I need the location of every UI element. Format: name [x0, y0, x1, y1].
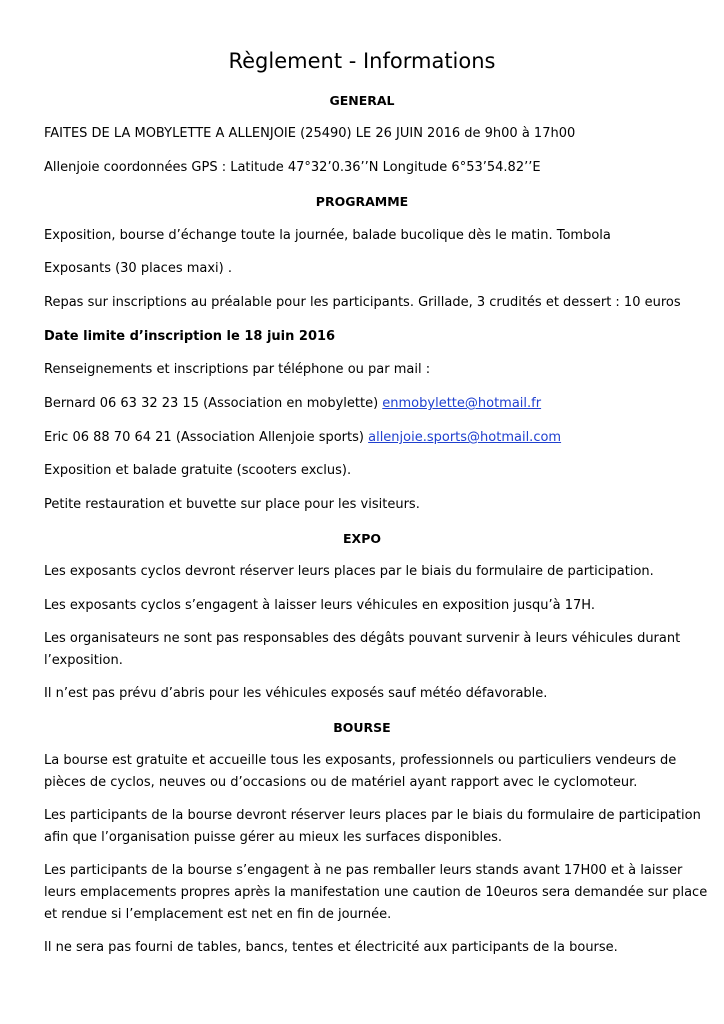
expo-paragraph-3-line-1: Les organisateurs ne sont pas responsables des dégâts pouvant survenir à leurs véhicules durant: [44, 631, 681, 646]
programme-food-line: Petite restauration et buvette sur place pour les visiteurs.: [44, 497, 420, 512]
expo-paragraph-3-line-2: l’exposition.: [44, 653, 123, 668]
section-heading-expo: EXPO: [343, 531, 381, 546]
contact-intro: Renseignements et inscriptions par téléphone ou par mail :: [44, 362, 431, 377]
bourse-paragraph-3-line-3: et rendue si l’emplacement est net en fin de journée.: [44, 907, 392, 922]
programme-meal-line: Repas sur inscriptions au préalable pour les participants. Grillade, 3 crudités et dessert : 10 euros: [44, 295, 681, 310]
section-heading-general: GENERAL: [329, 93, 395, 108]
bourse-paragraph-2-line-2: afin que l’organisation puisse gérer au mieux les surfaces disponibles.: [44, 830, 502, 845]
bourse-paragraph-3-line-1: Les participants de la bourse s’engagent à ne pas remballer leurs stands avant 17H00 et à laisser: [44, 863, 683, 878]
section-heading-programme: PROGRAMME: [315, 194, 409, 209]
expo-paragraph-1: Les exposants cyclos devront réserver leurs places par le biais du formulaire de participation.: [44, 564, 654, 579]
general-gps-line: Allenjoie coordonnées GPS : Latitude 47°32’0.36’’N Longitude 6°53’54.82’’E: [44, 160, 541, 175]
email-link-enmobylette[interactable]: enmobylette@hotmail.fr: [382, 396, 542, 411]
bourse-paragraph-2-line-1: Les participants de la bourse devront réserver leurs places par le biais du formulaire de participation: [44, 808, 701, 823]
programme-activities-line: Exposition, bourse d’échange toute la journée, balade bucolique dès le matin. Tombola: [44, 228, 611, 243]
contact-bernard-text: Bernard 06 63 32 23 15 (Association en mobylette): [44, 396, 383, 411]
bourse-paragraph-3-line-2: leurs emplacements propres après la manifestation une caution de 10euros sera demandée sur place: [44, 885, 708, 900]
contact-bernard: [44, 393, 684, 415]
bourse-paragraph-4: Il ne sera pas fourni de tables, bancs, tentes et électricité aux participants de la bourse.: [44, 940, 618, 955]
bourse-paragraph-1-line-2: pièces de cyclos, neuves ou d’occasions ou de matériel ayant rapport avec le cyclomoteur.: [44, 775, 638, 790]
page-title: Règlement - Informations: [228, 49, 496, 73]
registration-deadline: Date limite d’inscription le 18 juin 2016: [44, 329, 336, 344]
contact-eric: [44, 427, 684, 449]
programme-exhibitors-line: Exposants (30 places maxi) .: [44, 261, 232, 276]
email-link-allenjoie-sports[interactable]: allenjoie.sports@hotmail.com: [368, 430, 562, 445]
contact-eric-text: Eric 06 88 70 64 21 (Association Allenjoie sports): [44, 430, 369, 445]
general-event-line: FAITES DE LA MOBYLETTE A ALLENJOIE (25490) LE 26 JUIN 2016 de 9h00 à 17h00: [44, 126, 576, 141]
expo-paragraph-2: Les exposants cyclos s’engagent à laisser leurs véhicules en exposition jusqu’à 17H.: [44, 598, 595, 613]
section-heading-bourse: BOURSE: [333, 720, 391, 735]
bourse-paragraph-1-line-1: La bourse est gratuite et accueille tous les exposants, professionnels ou particuliers vendeurs de: [44, 753, 677, 768]
expo-paragraph-4: Il n’est pas prévu d’abris pour les véhicules exposés sauf météo défavorable.: [44, 686, 548, 701]
programme-free-line: Exposition et balade gratuite (scooters exclus).: [44, 463, 352, 478]
